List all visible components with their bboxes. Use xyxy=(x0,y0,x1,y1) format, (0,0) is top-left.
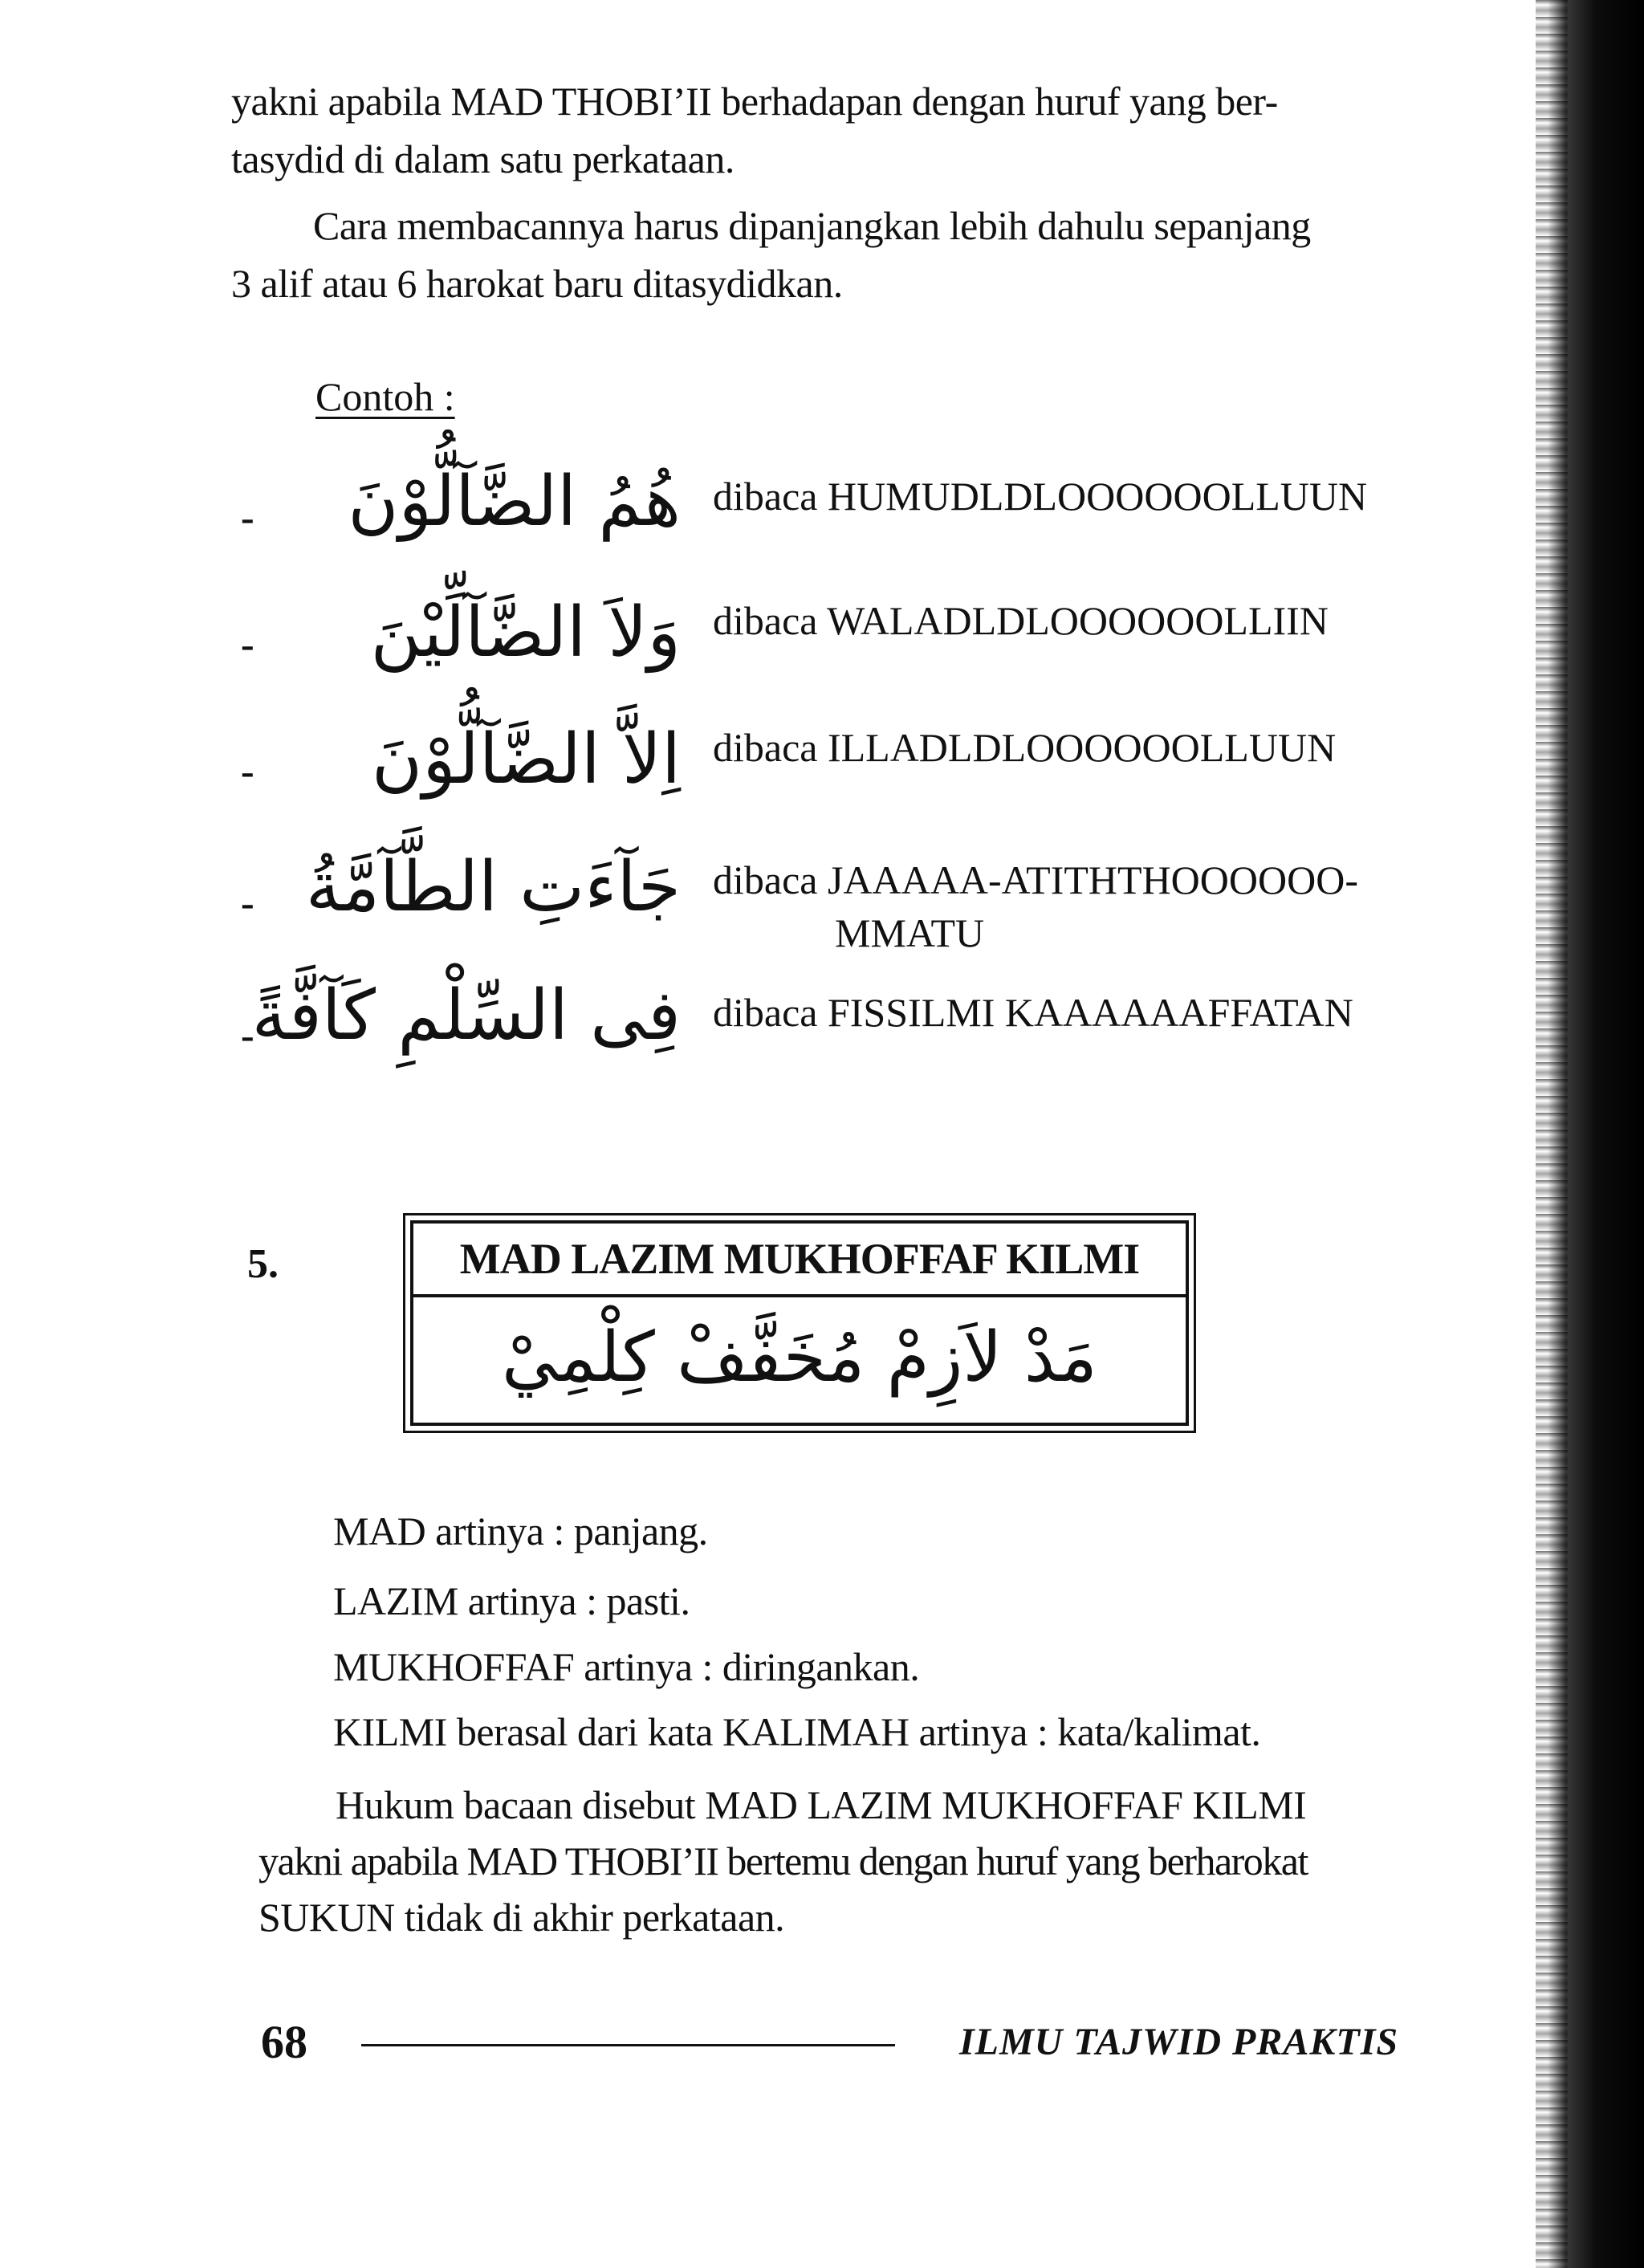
section-title-box xyxy=(403,1213,1196,1433)
hukum-line-3: SUKUN tidak di akhir perkataan. xyxy=(258,1895,785,1940)
intro-line-3: Cara membacannya harus dipanjangkan lebih dahulu sepanjang xyxy=(313,203,1311,248)
hukum-line-1: Hukum bacaan disebut MAD LAZIM MUKHOFFAF KILMI xyxy=(336,1782,1307,1827)
definition-line-lazim: LAZIM artinya : pasti. xyxy=(333,1578,690,1623)
example-row-4 xyxy=(0,831,1644,955)
example-arabic: اِلاَّ الضَّآلُّوْنَ xyxy=(372,719,681,800)
hukum-line-2: yakni apabila MAD THOBI’II bertemu dengan huruf yang berharokat xyxy=(258,1838,1308,1883)
example-bullet: - xyxy=(241,621,254,666)
intro-line-1: yakni apabila MAD THOBI’II berhadapan dengan huruf yang ber- xyxy=(231,79,1278,124)
example-row-2 xyxy=(0,576,1644,697)
example-reading-text: dibaca WALADLDLOOOOOOLLIIN xyxy=(713,598,1329,643)
intro-line-4: 3 alif atau 6 harokat baru ditasydidkan. xyxy=(231,261,843,306)
example-arabic: وَلاَ الضَّآلِّيْنَ xyxy=(370,592,681,673)
example-row-5 xyxy=(0,975,1644,1096)
intro-line-2: tasydid di dalam satu perkataan. xyxy=(231,136,735,181)
section-title-arabic: مَدْ لاَزِمْ مُخَفَّفْ كِلْمِيْ xyxy=(502,1317,1097,1398)
page-footer xyxy=(0,2015,1644,2079)
example-row-3 xyxy=(0,703,1644,824)
book-title: ILMU TAJWID PRAKTIS xyxy=(959,2021,1399,2063)
example-bullet: - xyxy=(241,748,254,793)
example-arabic: فِى السِّلْمِ كَآفَّةً xyxy=(251,975,681,1056)
example-arabic: هُمُ الضَّآلُّوْنَ xyxy=(348,462,681,542)
example-reading-text: dibaca HUMUDLDLOOOOOOLLUUN xyxy=(713,474,1368,519)
footer-rule xyxy=(361,2044,895,2046)
example-bullet: - xyxy=(241,880,254,925)
example-reading-text: dibaca FISSILMI KAAAAAAFFATAN xyxy=(713,990,1353,1035)
example-reading xyxy=(713,986,1353,1039)
definition-line-mad: MAD artinya : panjang. xyxy=(333,1509,708,1553)
example-reading xyxy=(713,853,1358,959)
example-bullet: - xyxy=(241,1012,254,1057)
example-reading xyxy=(713,470,1367,523)
example-reading-continuation: MMATU xyxy=(835,910,985,955)
section-number: 5. xyxy=(247,1241,279,1287)
example-reading-text: dibaca ILLADLDLOOOOOOLLUUN xyxy=(713,725,1337,770)
examples-heading: Contoh : xyxy=(315,374,455,419)
section-title-latin: MAD LAZIM MUKHOFFAF KILMI xyxy=(413,1224,1186,1297)
definition-line-kilmi: KILMI berasal dari kata KALIMAH artinya : kata/kalimat. xyxy=(333,1709,1261,1754)
example-reading-text: dibaca JAAAAA-ATITHTHOOOOOO- xyxy=(713,857,1358,902)
section-title-inner-frame xyxy=(410,1220,1189,1426)
example-reading xyxy=(713,721,1336,774)
definition-line-mukhoffaf: MUKHOFFAF artinya : diringankan. xyxy=(333,1644,920,1689)
example-reading xyxy=(713,594,1329,647)
spine-speckle-texture xyxy=(1536,0,1568,2268)
example-bullet: - xyxy=(241,495,254,540)
example-arabic: جَآءَتِ الطَّآمَّةُ xyxy=(305,847,681,927)
example-row-1 xyxy=(0,450,1644,570)
page-number: 68 xyxy=(261,2016,307,2068)
